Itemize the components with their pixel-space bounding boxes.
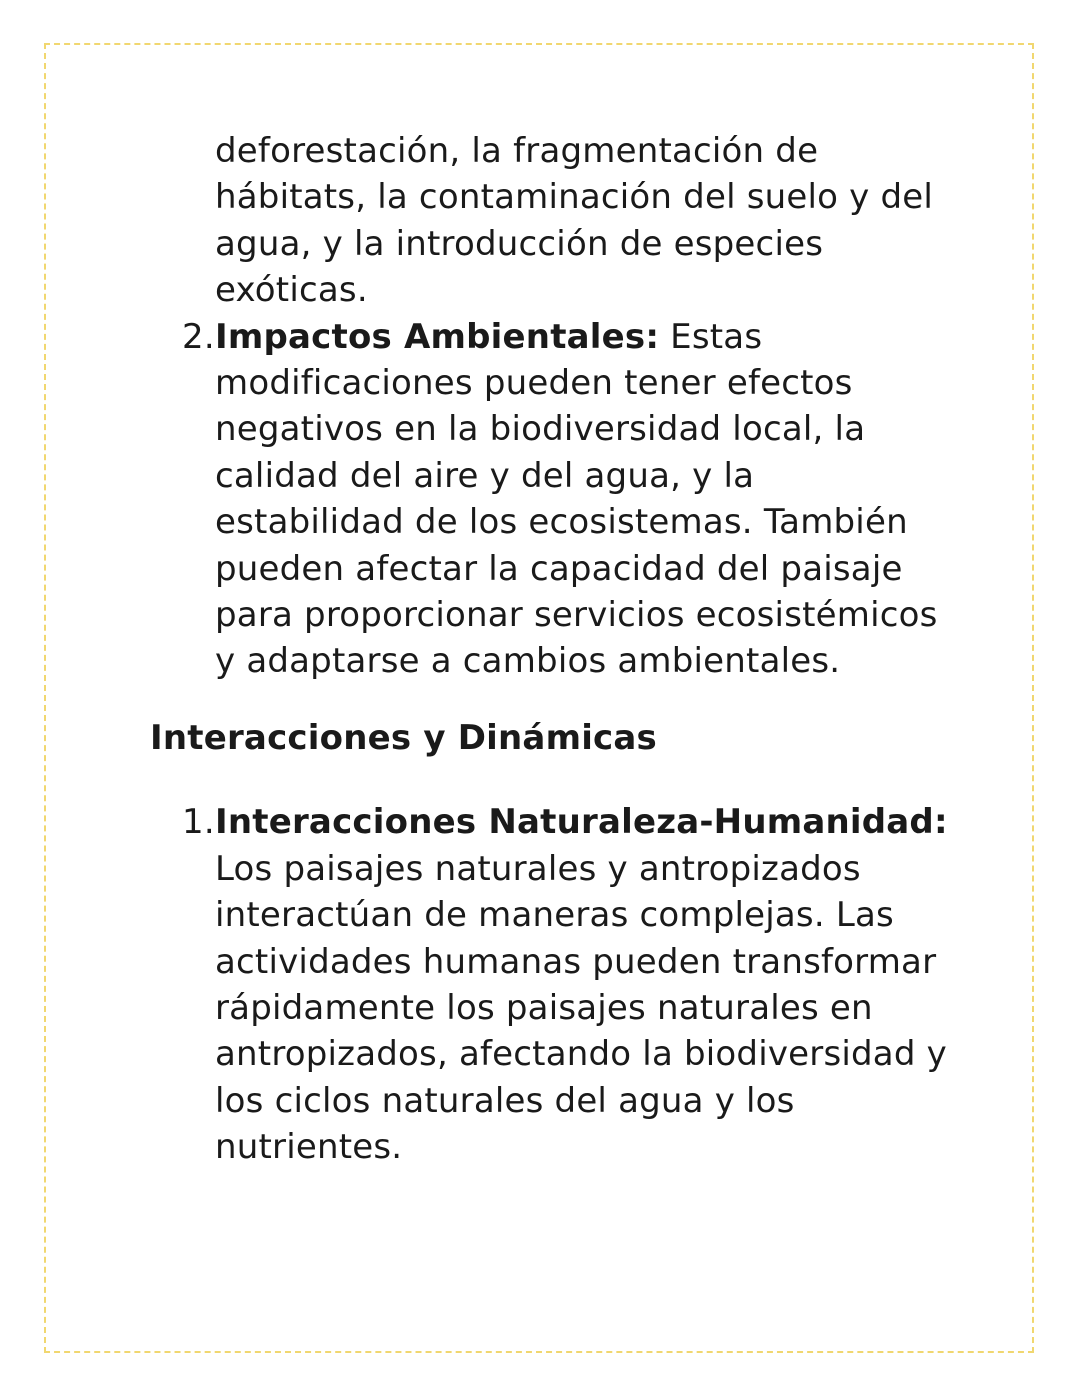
list-item-interacciones — [150, 799, 950, 1170]
list-item-continued — [150, 128, 950, 314]
item-text: Estas modificaciones pueden tener efectos negativos en la biodiversidad local, la calidad del aire y del agua, y la estabilidad de los ecosistemas. También pueden afectar la capacidad del paisaje para proporcionar servicios ecosistémicos y adaptarse a cambios ambientales. — [215, 316, 938, 682]
list-number: 2. — [182, 316, 215, 357]
list-item-impactos — [150, 314, 950, 685]
document-body — [150, 128, 950, 1171]
list-number: 1. — [182, 802, 215, 843]
item-label: Interacciones Naturaleza-Humanidad: — [215, 802, 948, 843]
continued-text: deforestación, la fragmentación de hábitats, la contaminación del suelo y del agua, y la introducción de especies exóticas. — [215, 131, 934, 311]
item-label: Impactos Ambientales: — [215, 316, 660, 357]
section-heading: Interacciones y Dinámicas — [150, 717, 657, 758]
item-text: Los paisajes naturales y antropizados interactúan de maneras complejas. Las actividades humanas pueden transformar rápidamente los paisajes naturales en antropizados, afectando la biodiversidad y los ciclos naturales del agua y los nutrientes. — [215, 848, 947, 1168]
